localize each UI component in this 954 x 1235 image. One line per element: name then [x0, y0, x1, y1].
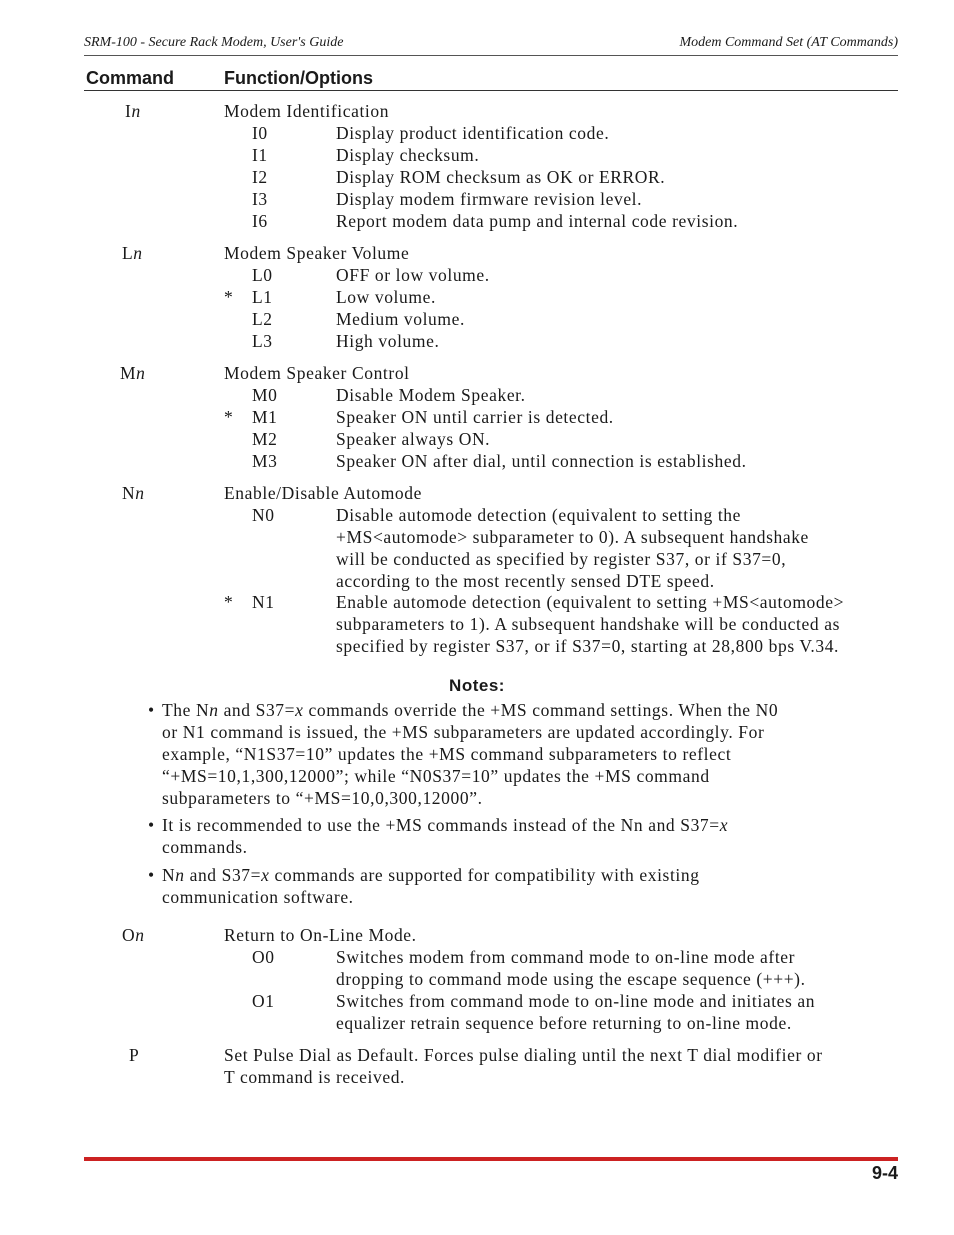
- command-title: Modem Speaker Control: [224, 363, 410, 383]
- note-italic: x: [719, 815, 729, 835]
- note-text: It is recommended to use the +MS commands instead of the Nn and S37=: [162, 815, 720, 835]
- option-code: L3: [252, 331, 273, 351]
- option-code: I1: [252, 145, 268, 165]
- option-description: Display checksum.: [336, 145, 480, 165]
- option-code: M0: [252, 385, 278, 405]
- note-text: and S37=: [218, 700, 296, 720]
- option-code: I0: [252, 123, 268, 143]
- option-description: Low volume.: [336, 287, 436, 307]
- command-letter: N: [122, 483, 136, 503]
- option-description-line: will be conducted as specified by register S37, or if S37=0,: [336, 549, 787, 569]
- note-line: example, “N1S37=10” updates the +MS command subparameters to reflect: [162, 744, 732, 764]
- option-description-line: equalizer retrain sequence before returning to on-line mode.: [336, 1013, 792, 1033]
- note-line: subparameters to “+MS=10,0,300,12000”.: [162, 788, 483, 808]
- bullet-icon: •: [148, 700, 155, 720]
- footer-rule: [84, 1157, 898, 1161]
- option-description: High volume.: [336, 331, 440, 351]
- command-name: [122, 242, 143, 264]
- note-italic: x: [261, 865, 270, 885]
- note-line: “+MS=10,1,300,12000”; while “N0S37=10” updates the +MS command: [162, 766, 710, 786]
- option-description: Speaker ON until carrier is detected.: [336, 407, 614, 427]
- option-code: L1: [252, 287, 273, 307]
- option-description-line: dropping to command mode using the escape sequence (+++).: [336, 969, 806, 989]
- column-heading-command: Command: [86, 68, 175, 88]
- notes-heading: Notes:: [449, 676, 505, 695]
- command-name: [122, 924, 145, 946]
- note-text: The N: [162, 700, 210, 720]
- command-param: n: [131, 101, 141, 121]
- note-text: and S37=: [184, 865, 262, 885]
- running-header: [84, 35, 898, 55]
- option-code: M3: [252, 451, 278, 471]
- bullet-icon: •: [148, 865, 155, 885]
- header-rule: [84, 55, 898, 56]
- option-code: L0: [252, 265, 273, 285]
- option-description: Disable Modem Speaker.: [336, 385, 526, 405]
- header-document-title: SRM-100 - Secure Rack Modem, User's Guide: [84, 35, 344, 50]
- command-letter: L: [122, 243, 134, 263]
- option-description-line: subparameters to 1). A subsequent handshake will be conducted as: [336, 614, 840, 634]
- note-text: N: [162, 865, 176, 885]
- command-letter: O: [122, 925, 136, 945]
- option-description: Display modem firmware revision level.: [336, 189, 643, 209]
- command-param: n: [135, 483, 145, 503]
- command-name: [122, 482, 145, 504]
- option-description: OFF or low volume.: [336, 265, 490, 285]
- option-code: L2: [252, 309, 273, 329]
- default-marker: *: [224, 407, 234, 427]
- note-line: commands.: [162, 837, 248, 857]
- default-marker: *: [224, 287, 234, 307]
- command-title: Return to On-Line Mode.: [224, 925, 417, 945]
- option-code: N1: [252, 592, 275, 612]
- option-code: M1: [252, 407, 278, 427]
- option-description-line: specified by register S37, or if S37=0, starting at 28,800 bps V.34.: [336, 636, 840, 656]
- column-headings: [84, 68, 898, 90]
- note-line: [162, 864, 700, 886]
- option-code: N0: [252, 505, 275, 525]
- command-title: Modem Identification: [224, 101, 390, 121]
- option-description-line: Switches from command mode to on-line mode and initiates an: [336, 991, 816, 1011]
- note-italic: n: [175, 865, 185, 885]
- command-description-line: Set Pulse Dial as Default. Forces pulse dialing until the next T dial modifier or: [224, 1045, 823, 1065]
- column-heading-rule: [84, 90, 898, 91]
- option-description-line: Enable automode detection (equivalent to setting +MS<automode>: [336, 592, 845, 612]
- note-text: commands override the +MS command settings. When the N0: [303, 700, 779, 720]
- note-line: or N1 command is issued, the +MS subparameters are updated accordingly. For: [162, 722, 765, 742]
- column-heading-function: Function/Options: [224, 68, 373, 88]
- option-code: I2: [252, 167, 268, 187]
- option-description: Display ROM checksum as OK or ERROR.: [336, 167, 666, 187]
- option-description: Report modem data pump and internal code revision.: [336, 211, 739, 231]
- command-name: [125, 100, 141, 122]
- option-description: Display product identification code.: [336, 123, 610, 143]
- option-description-line: Switches modem from command mode to on-line mode after: [336, 947, 796, 967]
- option-description-line: Disable automode detection (equivalent to setting the: [336, 505, 742, 525]
- command-description-line: T command is received.: [224, 1067, 406, 1087]
- default-marker: *: [224, 592, 234, 612]
- note-line: [162, 699, 778, 721]
- bullet-icon: •: [148, 815, 155, 835]
- command-letter: M: [120, 363, 137, 383]
- command-letter: I: [125, 101, 132, 121]
- note-italic: x: [295, 700, 304, 720]
- option-description: Medium volume.: [336, 309, 465, 329]
- command-param: n: [136, 363, 146, 383]
- option-code: I3: [252, 189, 268, 209]
- note-text: commands are supported for compatibility with existing: [269, 865, 700, 885]
- option-code: O1: [252, 991, 275, 1011]
- header-section-title: Modem Command Set (AT Commands): [679, 35, 898, 50]
- command-name: P: [129, 1045, 140, 1065]
- command-param: n: [135, 925, 145, 945]
- option-description-line: +MS<automode> subparameter to 0). A subsequent handshake: [336, 527, 809, 547]
- command-title: Modem Speaker Volume: [224, 243, 410, 263]
- note-line: communication software.: [162, 887, 354, 907]
- option-description: Speaker always ON.: [336, 429, 491, 449]
- option-description-line: according to the most recently sensed DTE speed.: [336, 571, 715, 591]
- note-italic: n: [209, 700, 219, 720]
- command-title: Enable/Disable Automode: [224, 483, 422, 503]
- command-name: [120, 362, 146, 384]
- note-line: [162, 814, 728, 836]
- option-code: M2: [252, 429, 278, 449]
- command-param: n: [133, 243, 143, 263]
- option-description: Speaker ON after dial, until connection is established.: [336, 451, 747, 471]
- page-number: 9-4: [871, 1163, 898, 1183]
- option-code: O0: [252, 947, 275, 967]
- option-code: I6: [252, 211, 268, 231]
